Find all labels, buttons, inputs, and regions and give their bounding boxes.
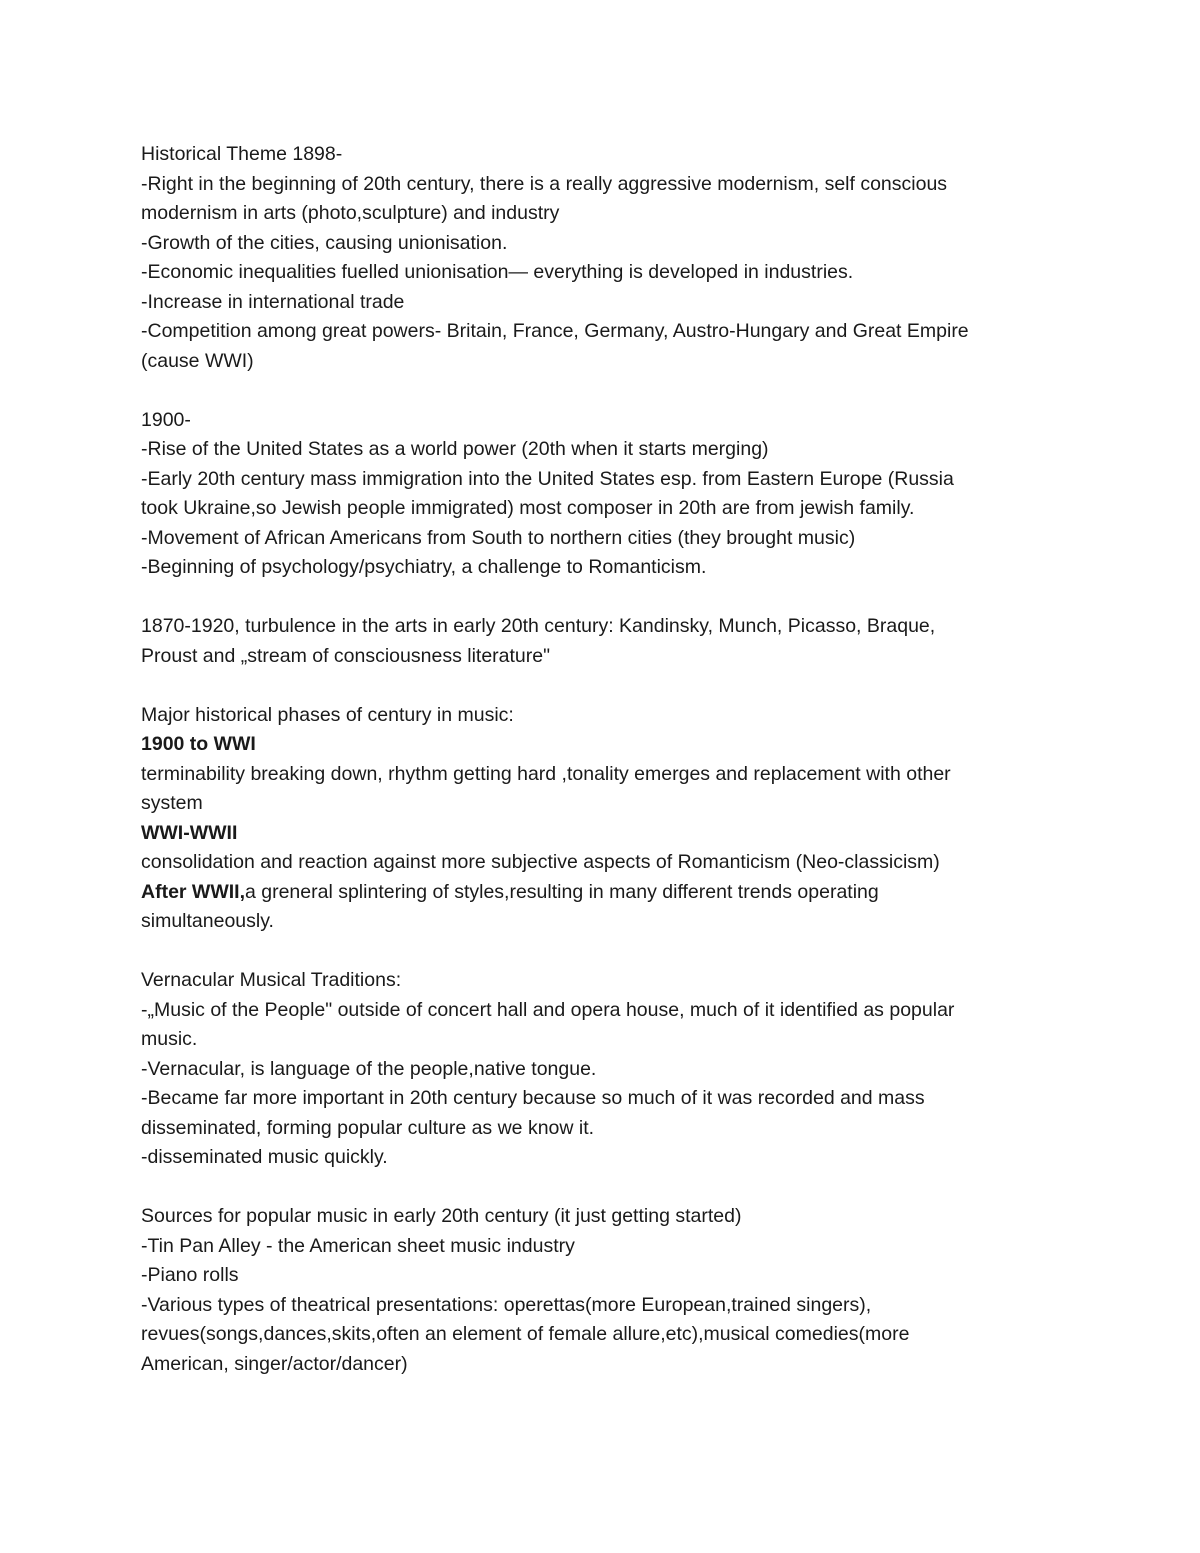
text-line: 1870-1920, turbulence in the arts in early 20th century: Kandinsky, Munch, Picasso, Braque, bbox=[141, 615, 936, 637]
text-line: -Piano rolls bbox=[141, 1264, 239, 1286]
text-line: -disseminated music quickly. bbox=[141, 1146, 388, 1168]
phase-title: 1900 to WWI bbox=[141, 733, 256, 755]
section-heading: 1900- bbox=[141, 408, 191, 431]
text-line: -Various types of theatrical presentations: operettas(more European,trained singers), bbox=[141, 1293, 872, 1316]
text-line: modernism in arts (photo,sculpture) and industry bbox=[141, 202, 560, 224]
y1900-section bbox=[141, 406, 1071, 583]
text-line: -Beginning of psychology/psychiatry, a challenge to Romanticism. bbox=[141, 556, 707, 578]
text-line: Proust and „stream of consciousness literature" bbox=[141, 644, 551, 667]
phases-section bbox=[141, 701, 1071, 937]
text-line: system bbox=[141, 792, 203, 814]
text-line: -Competition among great powers- Britain, France, Germany, Austro-Hungary and Great Empire bbox=[141, 320, 969, 342]
text-line: simultaneously. bbox=[141, 910, 274, 932]
section-heading: Sources for popular music in early 20th century (it just getting started) bbox=[141, 1205, 742, 1227]
vernacular-section bbox=[141, 966, 1071, 1173]
text-line: music. bbox=[141, 1028, 198, 1050]
text-line: -Movement of African Americans from South to northern cities (they brought music) bbox=[141, 526, 856, 549]
text-line: -Right in the beginning of 20th century, there is a really aggressive modernism, self conscious bbox=[141, 172, 948, 195]
text-line: consolidation and reaction against more subjective aspects of Romanticism (Neo-classicism) bbox=[141, 851, 940, 873]
text-line: -Early 20th century mass immigration into the United States esp. from Eastern Europe (Russia bbox=[141, 467, 954, 490]
spacer bbox=[141, 583, 1071, 613]
text-line: -Rise of the United States as a world power (20th when it starts merging) bbox=[141, 438, 769, 460]
phase-text: a greneral splintering of styles,resulting in many different trends operating bbox=[244, 880, 879, 903]
text-line: (cause WWI) bbox=[141, 349, 254, 372]
text-line: -„Music of the People" outside of concert hall and opera house, much of it identified as popular bbox=[141, 998, 955, 1021]
text-line: revues(songs,dances,skits,often an element of female allure,etc),musical comedies(more bbox=[141, 1323, 910, 1345]
section-heading: Vernacular Musical Traditions: bbox=[141, 969, 402, 991]
sources-section bbox=[141, 1202, 1071, 1379]
text-line: -Growth of the cities, causing unionisation. bbox=[141, 231, 508, 254]
spacer bbox=[141, 937, 1071, 967]
turbulence-section bbox=[141, 612, 1071, 671]
historical-theme-section bbox=[141, 140, 1071, 376]
text-line: American, singer/actor/dancer) bbox=[141, 1352, 408, 1375]
spacer bbox=[141, 671, 1071, 701]
section-heading: Major historical phases of century in music: bbox=[141, 703, 514, 726]
text-line: terminability breaking down, rhythm getting hard ,tonality emerges and replacement with other bbox=[141, 762, 951, 785]
phase-title: After WWII, bbox=[141, 880, 245, 903]
text-line: -Vernacular, is language of the people,native tongue. bbox=[141, 1057, 597, 1080]
text-line: -Economic inequalities fuelled unionisation— everything is developed in industries. bbox=[141, 261, 854, 283]
phase-after-wwii-line bbox=[141, 878, 1071, 908]
text-line: -Increase in international trade bbox=[141, 290, 405, 313]
phase-title: WWI-WWII bbox=[141, 821, 238, 844]
document-page bbox=[141, 140, 1071, 1379]
text-line: took Ukraine,so Jewish people immigrated) most composer in 20th are from jewish family. bbox=[141, 497, 915, 519]
text-line: -Became far more important in 20th century because so much of it was recorded and mass bbox=[141, 1087, 925, 1109]
spacer bbox=[141, 376, 1071, 406]
section-heading: Historical Theme 1898- bbox=[141, 143, 343, 165]
text-line: -Tin Pan Alley - the American sheet music industry bbox=[141, 1234, 575, 1257]
text-line: disseminated, forming popular culture as we know it. bbox=[141, 1116, 595, 1139]
spacer bbox=[141, 1173, 1071, 1203]
